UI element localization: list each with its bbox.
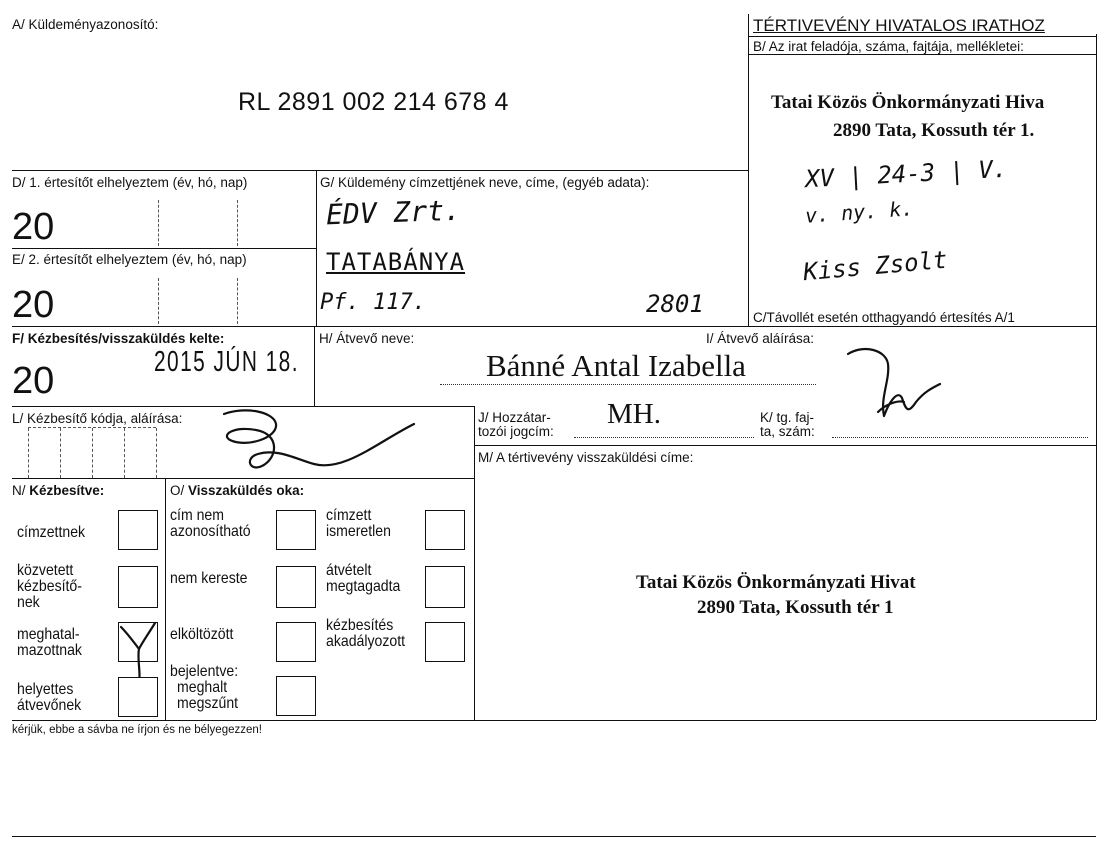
f-label: F/ Kézbesítés/visszaküldés kelte: bbox=[12, 331, 225, 346]
right-border-lower bbox=[1096, 326, 1097, 720]
checkbox-indirect-recipient[interactable] bbox=[118, 566, 158, 608]
b-label-line bbox=[748, 54, 1096, 55]
handwritten-note: v. ny. k. bbox=[804, 196, 915, 228]
j-value-line bbox=[574, 437, 754, 438]
d-year: 20 bbox=[12, 206, 55, 248]
sender-address: 2890 Tata, Kossuth tér 1. bbox=[833, 120, 1035, 141]
sender-name: Tatai Közös Önkormányzati Hiva bbox=[771, 92, 1045, 113]
form-title: TÉRTIVEVÉNY HIVATALOS IRATHOZ bbox=[753, 16, 1045, 35]
e-year: 20 bbox=[12, 284, 55, 326]
row-line-fhi-top bbox=[12, 326, 1096, 327]
row-line-e-top bbox=[12, 248, 316, 249]
handwritten-officer: Kiss Zsolt bbox=[802, 245, 949, 287]
d-sep-2 bbox=[237, 200, 238, 246]
h-value-line bbox=[440, 384, 816, 385]
shipment-id-value: RL 2891 002 214 678 4 bbox=[238, 88, 509, 116]
col-line-no bbox=[165, 478, 166, 720]
checkbox-recipient-unknown[interactable] bbox=[425, 510, 465, 550]
h-label: H/ Átvevő neve: bbox=[319, 331, 415, 346]
b-left-border bbox=[748, 14, 749, 326]
checkbox-not-collected[interactable] bbox=[276, 566, 316, 608]
receiver-name: Bánné Antal Izabella bbox=[486, 348, 746, 383]
k-label-line1: K/ tg. faj- bbox=[760, 410, 815, 425]
col-line-fh bbox=[314, 326, 315, 406]
page-bottom-rule bbox=[12, 836, 1096, 837]
n-option-label: közvetett kézbesítő- nek bbox=[17, 562, 82, 611]
b-label: B/ Az irat feladója, száma, fajtája, mellékletei: bbox=[753, 39, 1024, 54]
courier-code-grid bbox=[28, 427, 156, 478]
b-right-border bbox=[1096, 34, 1097, 326]
checkbox-authorized-agent[interactable] bbox=[118, 622, 158, 662]
j-entitlement-value: MH. bbox=[607, 398, 661, 430]
checkbox-address-unidentifiable[interactable] bbox=[276, 510, 316, 550]
g-recipient-zip: 2801 bbox=[646, 290, 704, 318]
return-address-street: 2890 Tata, Kossuth tér 1 bbox=[697, 597, 894, 618]
g-recipient-street: Pf. 117. bbox=[320, 290, 426, 315]
n-label: N/ Kézbesítve: bbox=[12, 483, 105, 498]
g-recipient-name: ÉDV Zrt. bbox=[325, 193, 462, 232]
title-underline bbox=[748, 36, 1096, 37]
checkbox-to-recipient[interactable] bbox=[118, 510, 158, 550]
g-label: G/ Küldemény címzettjének neve, címe, (egyéb adata): bbox=[320, 175, 650, 190]
checkbox-refused-acceptance[interactable] bbox=[425, 566, 465, 608]
j-label-line2: tozói jogcím: bbox=[478, 424, 554, 439]
c-label: C/Távollét esetén otthagyandó értesítés A/1 bbox=[753, 310, 1015, 325]
k-value-line bbox=[832, 437, 1088, 438]
o-option-label: elköltözött bbox=[170, 626, 234, 643]
k-label-line2: ta, szám: bbox=[760, 424, 815, 439]
col-line-lm bbox=[474, 406, 475, 720]
row-line-dg-top bbox=[12, 170, 748, 171]
handwritten-file-number: XV | 24-3 | V. bbox=[804, 154, 1008, 194]
j-label-line1: J/ Hozzátar- bbox=[478, 410, 551, 425]
e-sep-1 bbox=[158, 278, 159, 324]
checkbox-substitute-recipient[interactable] bbox=[118, 677, 158, 717]
footer-note: kérjük, ebbe a sávba ne írjon és ne bélyegezzen! bbox=[12, 724, 262, 736]
receiver-signature bbox=[820, 340, 980, 430]
row-line-m-top bbox=[474, 445, 1096, 446]
g-recipient-city: TATABÁNYA bbox=[326, 248, 466, 276]
f-date-stamp: 2015 JÚN 18. bbox=[154, 346, 299, 378]
checkbox-deceased-dissolved[interactable] bbox=[276, 676, 316, 716]
return-address-name: Tatai Közös Önkormányzati Hivat bbox=[636, 572, 916, 593]
n-option-label: címzettnek bbox=[17, 524, 86, 541]
l-label: L/ Kézbesítő kódja, aláírása: bbox=[12, 411, 183, 426]
checkbox-moved-away[interactable] bbox=[276, 622, 316, 662]
o-option-label: cím nem azonosítható bbox=[170, 507, 251, 540]
o-label: O/ Visszaküldés oka: bbox=[170, 483, 305, 498]
row-line-bottom bbox=[12, 720, 1096, 721]
f-year: 20 bbox=[12, 360, 55, 402]
e-label: E/ 2. értesítőt elhelyeztem (év, hó, nap) bbox=[12, 252, 247, 267]
checkbox-delivery-obstructed[interactable] bbox=[425, 622, 465, 662]
i-label: I/ Átvevő aláírása: bbox=[706, 331, 815, 346]
n-option-label: meghatal- mazottnak bbox=[17, 626, 82, 659]
o-option-label: címzett ismeretlen bbox=[326, 507, 391, 540]
o-option-label: átvételt megtagadta bbox=[326, 562, 401, 595]
n-option-label: helyettes átvevőnek bbox=[17, 681, 82, 714]
m-label: M/ A tértivevény visszaküldési címe: bbox=[478, 450, 694, 465]
e-sep-2 bbox=[237, 278, 238, 324]
courier-signature bbox=[218, 404, 438, 486]
o-option-label: bejelentve: meghalt megszűnt bbox=[170, 663, 239, 712]
shipment-id-label: A/ Küldeményazonosító: bbox=[12, 17, 159, 32]
d-label: D/ 1. értesítőt elhelyeztem (év, hó, nap) bbox=[12, 175, 248, 190]
o-option-label: nem kereste bbox=[170, 570, 248, 587]
col-line-dg bbox=[316, 170, 317, 326]
d-sep-1 bbox=[158, 200, 159, 246]
o-option-label: kézbesítés akadályozott bbox=[326, 617, 406, 650]
